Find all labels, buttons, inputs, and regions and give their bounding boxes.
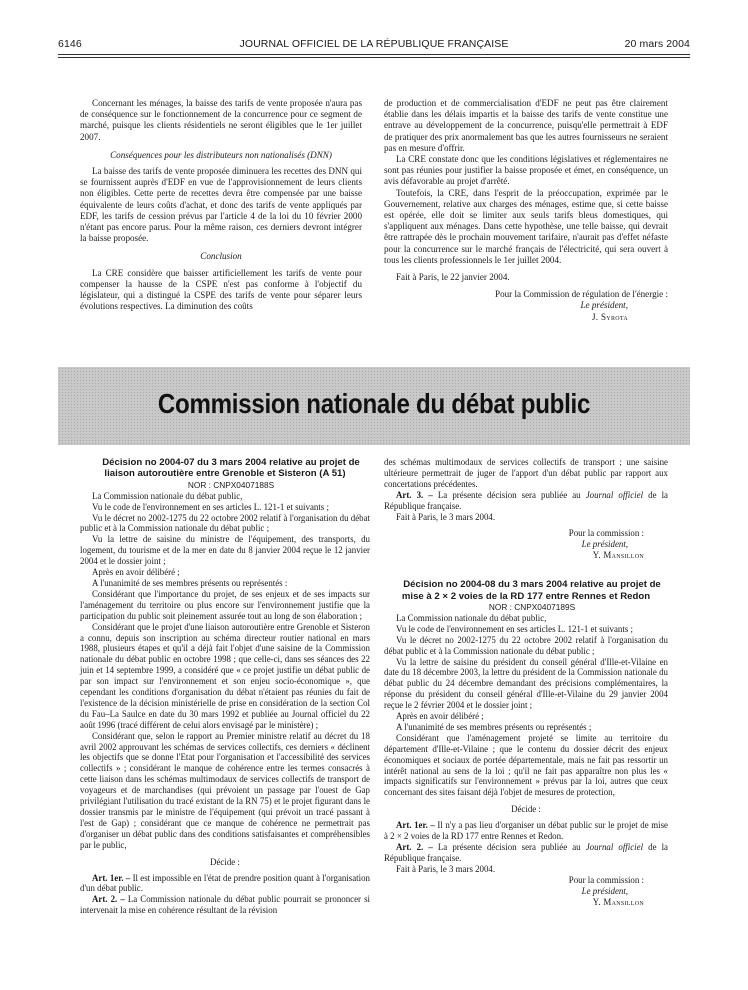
article-text: Il est impossible en l'état de prendre position quant à l'organisation d'un débat public. (80, 872, 370, 894)
paragraph: Après en avoir délibéré ; (92, 567, 180, 578)
place-date: Fait à Paris, le 3 mars 2004. (396, 863, 496, 874)
bottom-right-column (384, 457, 668, 907)
journal-name: Journal officiel (585, 489, 644, 500)
section-banner (58, 367, 690, 445)
article-text: La présente décision sera publiée au (437, 489, 586, 500)
decide-heading: Décide : (511, 804, 541, 815)
paragraph: La CRE constate donc que les conditions législatives et réglementaires ne sont pas réunies pour justifier la baisse proposée et émet, en conséquence, un avis défavorable au projet d'arrêté. (384, 154, 668, 187)
section-title: Commission nationale du débat public (157, 388, 591, 419)
paragraph: Après en avoir délibéré ; (396, 711, 484, 722)
paragraph: Considérant que le projet d'une liaison autoroutière entre Grenoble et Sisteron a connu, depuis son inscription au schéma directeur routier national en mars 1988, plusieurs étapes et qu'il a déjà fait l'objet d'une saisine de la Commission nationale du débat public en octobre 1998 ; que celle-ci, dans ses séances des 22 juin et 14 septembre 1999, a considéré que « ce projet justifie un débat public de par son impact sur l'environnement et son enjeu socio-économique », que cependant les conditions d'organisation du débat n'étaient pas réunies du fait de l'existence de la décision ministérielle de prise en considération de la section Col du Fau–La Saulce en date du 30 mars 1992 et publiée au Journal officiel du 22 août 1996 (tracé différent de celui alors envisagé par le ministère) ; (80, 621, 370, 730)
journal-title: JOURNAL OFFICIEL DE LA RÉPUBLIQUE FRANÇAISE (239, 38, 509, 50)
article-text: de la République française. (384, 489, 668, 511)
issue-date: 20 mars 2004 (624, 38, 690, 50)
nor-reference: NOR : CNPX0407189S (488, 601, 576, 612)
signature-line: Pour la commission : (568, 528, 644, 539)
header-rule (58, 54, 690, 55)
article-3 (384, 490, 668, 512)
paragraph: A l'unanimité de ses membres présents ou représentés ; (396, 721, 592, 732)
article-label: Art. 2. – (92, 894, 125, 905)
signature-title: Le président, (581, 539, 628, 550)
paragraph: Vu le code de l'environnement en ses articles L. 121-1 et suivants ; (396, 623, 633, 634)
paragraph: Considérant que l'aménagement projeté se limite au territoire du département d'Ille-et-Vilaine ; que le contenu du dossier décrit des enjeux économiques et sociaux de portée départementale, mais ne fait pas ressortir un intérêt national au sens de la loi ; qu'il ne fait pas apparaître non plus les « impacts significatifs sur l'environnement » prévus par la loi, autres que ceux concernant des sites faisant déjà l'objet de mesures de protection, (384, 732, 668, 798)
article-label: Art. 3. – (396, 489, 433, 500)
signature-title: Le président, (580, 300, 628, 311)
article-text: La Commission nationale du débat public pourrait se prononcer si intervenait la mise en cohérence résultant de la révision (80, 894, 370, 916)
decision-title: Décision no 2004-07 du 3 mars 2004 relative au projet de liaison autoroutière entre Grenoble et Sisteron (A 51) (102, 457, 360, 480)
paragraph: Concernant les ménages, la baisse des tarifs de vente proposée n'aura pas de conséquence sur le fonctionnement de la concurrence pour ce segment de marché, puisque les clients résidentiels ne seront éligibles que le 1er juillet 2007. (80, 98, 362, 142)
paragraph: La Commission nationale du débat public, (396, 612, 547, 623)
top-right-column (384, 98, 668, 323)
article-2 (384, 842, 668, 864)
article-label: Art. 2. – (396, 842, 433, 852)
subheading: Conclusion (200, 251, 242, 262)
article-text: La présente décision sera publiée au (437, 842, 586, 852)
article-text: Il n'y a pas lieu d'organiser un débat public sur le projet de mise à 2 × 2 voies de la RD 177 entre Rennes et Redon. (384, 820, 668, 842)
article-label: Art. 1er. – (396, 820, 435, 831)
paragraph: Vu le décret no 2002-1275 du 22 octobre 2002 relatif à l'organisation du débat public et à la Commission nationale du débat public ; (384, 634, 668, 656)
paragraph: La CRE considère que baisser artificiellement les tarifs de vente pour compenser la hausse de la CSPE n'est pas conforme à l'objectif du législateur, qui a distingué la CSPE des tarifs de vente pour séparer leurs évolutions respectives. La diminution des coûts (80, 267, 362, 312)
article-label: Art. 1er. – (92, 872, 131, 883)
paragraph: Vu le code de l'environnement en ses articles L. 121-1 et suivants ; (92, 501, 329, 512)
signature-name: J. Syrota (591, 311, 628, 322)
signature-line: Pour la Commission de régulation de l'énergie : (495, 289, 668, 300)
top-left-column (80, 98, 362, 312)
journal-name: Journal officiel (585, 842, 644, 852)
decision-title: Décision no 2004-08 du 3 mars 2004 relative au projet de mise à 2 × 2 voies de la RD 177 entre Rennes et Redon (401, 579, 661, 602)
subheading: Conséquences pour les distributeurs non nationalisés (DNN) (110, 149, 332, 160)
paragraph: Vu la lettre de saisine du président du conseil général d'Ille-et-Vilaine en date du 18 décembre 2003, la lettre du président de la Commission nationale du débat public du 24 décembre demandant des précisions complémentaires, la réponse du président du conseil général d'Ille-et-Vilaine du 29 janvier 2004 reçue le 2 février 2004 et le dossier joint ; (384, 656, 668, 711)
paragraph: de production et de commercialisation d'EDF ne peut pas être clairement établie dans les délais impartis et la baisse des tarifs de vente constitue une entrave au développement de la concurrence, puisqu'elle permettrait à EDF de pratiquer des prix anormalement bas que les autres fournisseurs ne seraient pas en mesure d'offrir. (384, 98, 668, 153)
decide-heading: Décide : (210, 856, 240, 867)
paragraph: Considérant que l'importance du projet, de ses enjeux et de ses impacts sur l'aménagement du territoire ou plus encore sur l'environnement justifie que la participation du public soit pleinement assurée tout au long de son élaboration ; (80, 588, 370, 621)
signature-name: Y. Mansillon (592, 896, 644, 907)
article-text: de la République française. (384, 842, 668, 863)
nor-reference: NOR : CNPX0407188S (187, 479, 275, 490)
signature-title: Le président, (581, 885, 628, 896)
running-header (58, 38, 690, 54)
paragraph: La Commission nationale du débat public, (92, 490, 243, 501)
article-2 (80, 894, 370, 916)
bottom-left-column (80, 457, 370, 916)
paragraph: A l'unanimité de ses membres présents ou représentés : (92, 577, 288, 588)
paragraph: Toutefois, la CRE, dans l'esprit de la préoccupation, exprimée par le Gouvernement, relative aux charges des ménages, estime que, si cette baisse est opérée, elle doit se limiter aux seuls tarifs bleus domestiques, qui s'appliquent aux ménages. Dans cette hypothèse, une telle baisse, qui devrait être rattrapée dès le prochain mouvement tarifaire, n'aurait pas d'effet néfaste pour la concurrence sur le marché français de l'électricité, qui sera ouvert à tous les clients professionnels le 1er juillet 2004. (384, 187, 668, 265)
paragraph: des schémas multimodaux de services collectifs de transport ; une saisine ultérieure permettrait de juger de l'apport d'un débat public par rapport aux concertations précédentes. (384, 457, 668, 489)
paragraph: La baisse des tarifs de vente proposée diminuera les recettes des DNN qui se fournissent auprès d'EDF en vue de l'approvisionnement de leurs clients non éligibles. Cette perte de recettes devra être compensée par une baisse équivalente de leurs coûts d'achat, et donc des tarifs de vente appliqués par EDF, les tarifs de cession prévus par l'article 4 de la loi du 10 février 2000 n'étant pas encore parus. Pour la même raison, ces derniers devront intégrer la baisse proposée. (80, 166, 362, 244)
paragraph: Vu la lettre de saisine du ministre de l'équipement, des transports, du logement, du tourisme et de la mer en date du 8 janvier 2004 reçue le 12 janvier 2004 et le dossier joint ; (80, 534, 370, 567)
header-rule-2 (58, 57, 690, 58)
place-date: Fait à Paris, le 3 mars 2004. (396, 511, 496, 522)
signature-line: Pour la commission : (568, 874, 644, 885)
article-1 (80, 873, 370, 895)
paragraph: Vu le décret no 2002-1275 du 22 octobre 2002 relatif à l'organisation du débat public et à la Commission nationale du débat public ; (80, 512, 370, 534)
signature-name: Y. Mansillon (592, 550, 644, 561)
paragraph: Considérant que, selon le rapport au Premier ministre relatif au décret du 18 avril 2002 approuvant les schémas de services collectifs, ces derniers « déclinent les objectifs que se donne l'Etat pour l'organisation et l'accessibilité des services collectifs » ; considérant le manque de cohérence entre les termes consacrés à cette liaison dans les schémas multimodaux de services collectifs de transport de voyageurs et de marchandises (qui prévoient un passage par l'ouest de Gap privilégiant l'utilisation du tracé existant de la RN 75) et le projet figurant dans le dossier transmis par le ministre de l'équipement (qui prévoit un tracé passant à l'est de Gap) ; considérant que ce manque de cohérence ne permettrait pas d'organiser un débat public dans des conditions satisfaisantes et compréhensibles par le public, (80, 730, 370, 850)
place-date: Fait à Paris, le 22 janvier 2004. (396, 272, 510, 283)
page-number: 6146 (58, 38, 82, 50)
article-1 (384, 820, 668, 842)
